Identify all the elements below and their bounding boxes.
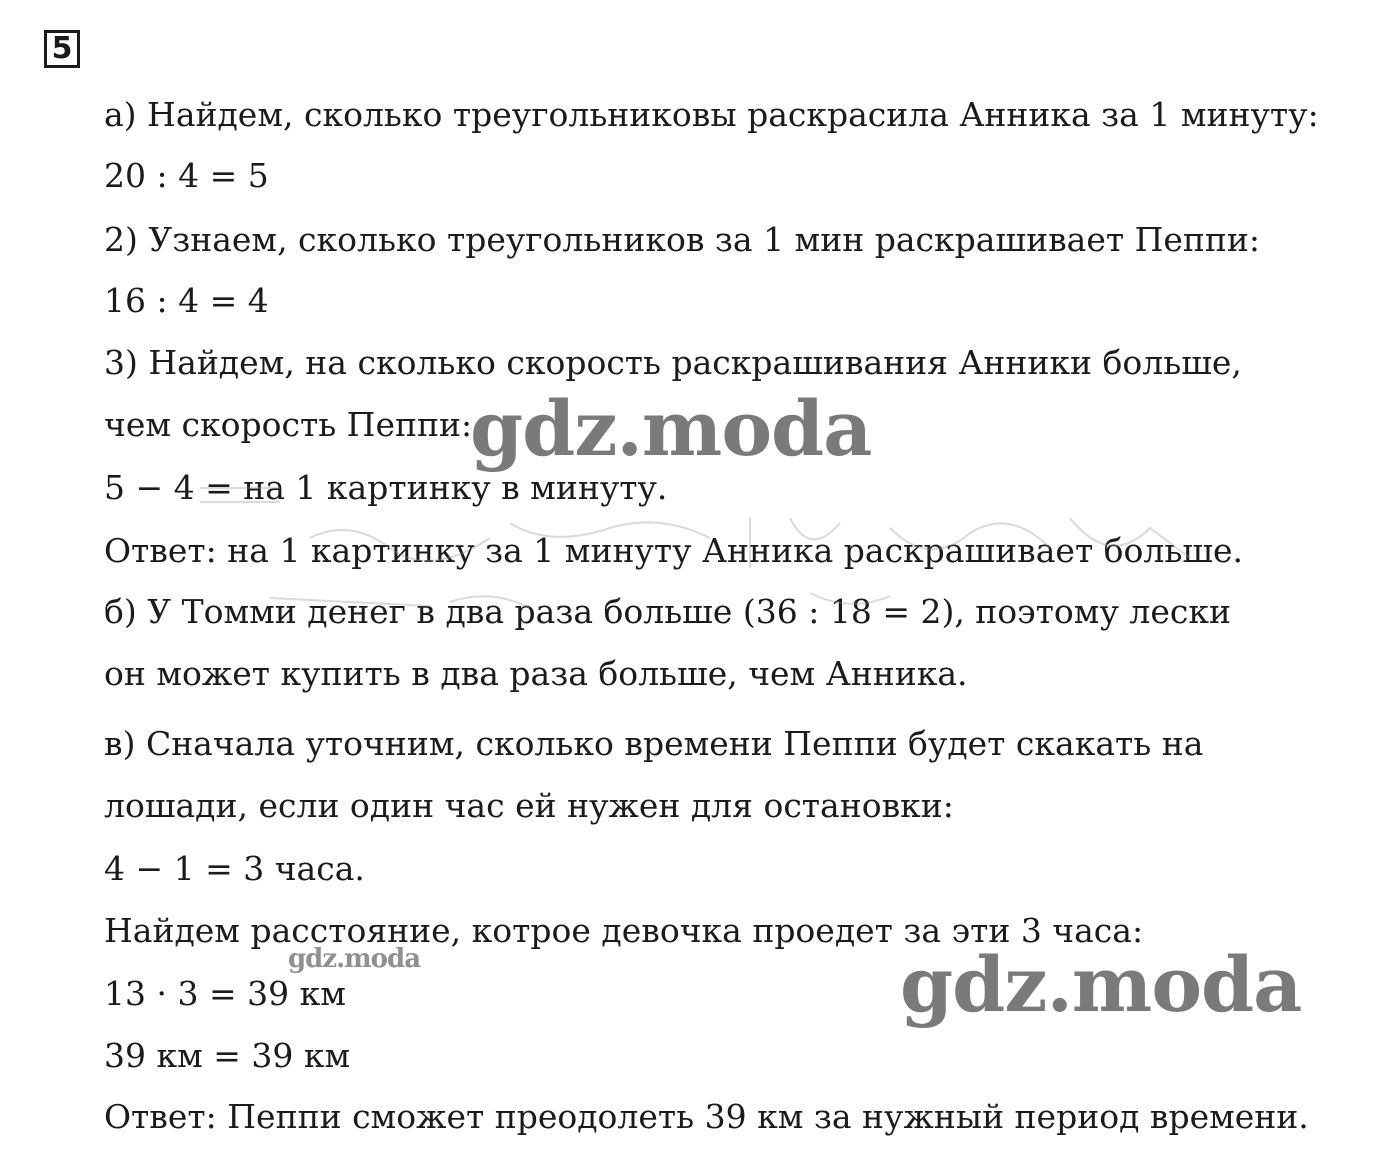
solution-line-v-3: Найдем расстояние, котрое девочка проедет за эти 3 часа: <box>104 911 1144 950</box>
watermark-ghost-strokes <box>190 478 1210 628</box>
solution-line-b-1: б) У Томми денег в два раза больше (36 : 18 = 2), поэтому лески <box>104 592 1231 631</box>
answer-line-a: Ответ: на 1 картинку за 1 минуту Анника раскрашивает больше. <box>104 531 1244 570</box>
answer-line-v: Ответ: Пеппи сможет преодолеть 39 км за нужный период времени. <box>104 1097 1309 1136</box>
solution-line-a-calc: 20 : 4 = 5 <box>104 156 269 195</box>
solution-line-3-calc: 5 − 4 = на 1 картинку в минуту. <box>104 468 668 507</box>
solution-line-v-calc3: 39 км = 39 км <box>104 1036 351 1075</box>
solution-line-2-calc: 16 : 4 = 4 <box>104 281 269 320</box>
task-number-box: 5 <box>44 30 80 68</box>
solution-line-v-calc1: 4 − 1 = 3 часа. <box>104 849 365 888</box>
solution-line-v-calc2: 13 · 3 = 39 км <box>104 974 346 1013</box>
watermark-small: gdz.moda <box>288 944 421 974</box>
solution-line-v-2: лошади, если один час ей нужен для остановки: <box>104 786 954 825</box>
solution-line-2-intro: 2) Узнаем, сколько треугольников за 1 мин раскрашивает Пеппи: <box>104 220 1261 259</box>
solution-line-3-cont: чем скорость Пеппи: <box>104 405 473 444</box>
solution-line-a-intro: а) Найдем, сколько треугольниковы раскрасила Анника за 1 минуту: <box>104 95 1319 134</box>
solution-line-3-intro: 3) Найдем, на сколько скорость раскрашивания Анники больше, <box>104 343 1242 382</box>
solution-line-b-2: он может купить в два раза больше, чем Анника. <box>104 654 968 693</box>
watermark-bottom-right: gdz.moda <box>900 940 1302 1029</box>
solution-line-v-1: в) Сначала уточним, сколько времени Пеппи будет скакать на <box>104 724 1204 763</box>
watermark-middle: gdz.moda <box>470 384 872 473</box>
